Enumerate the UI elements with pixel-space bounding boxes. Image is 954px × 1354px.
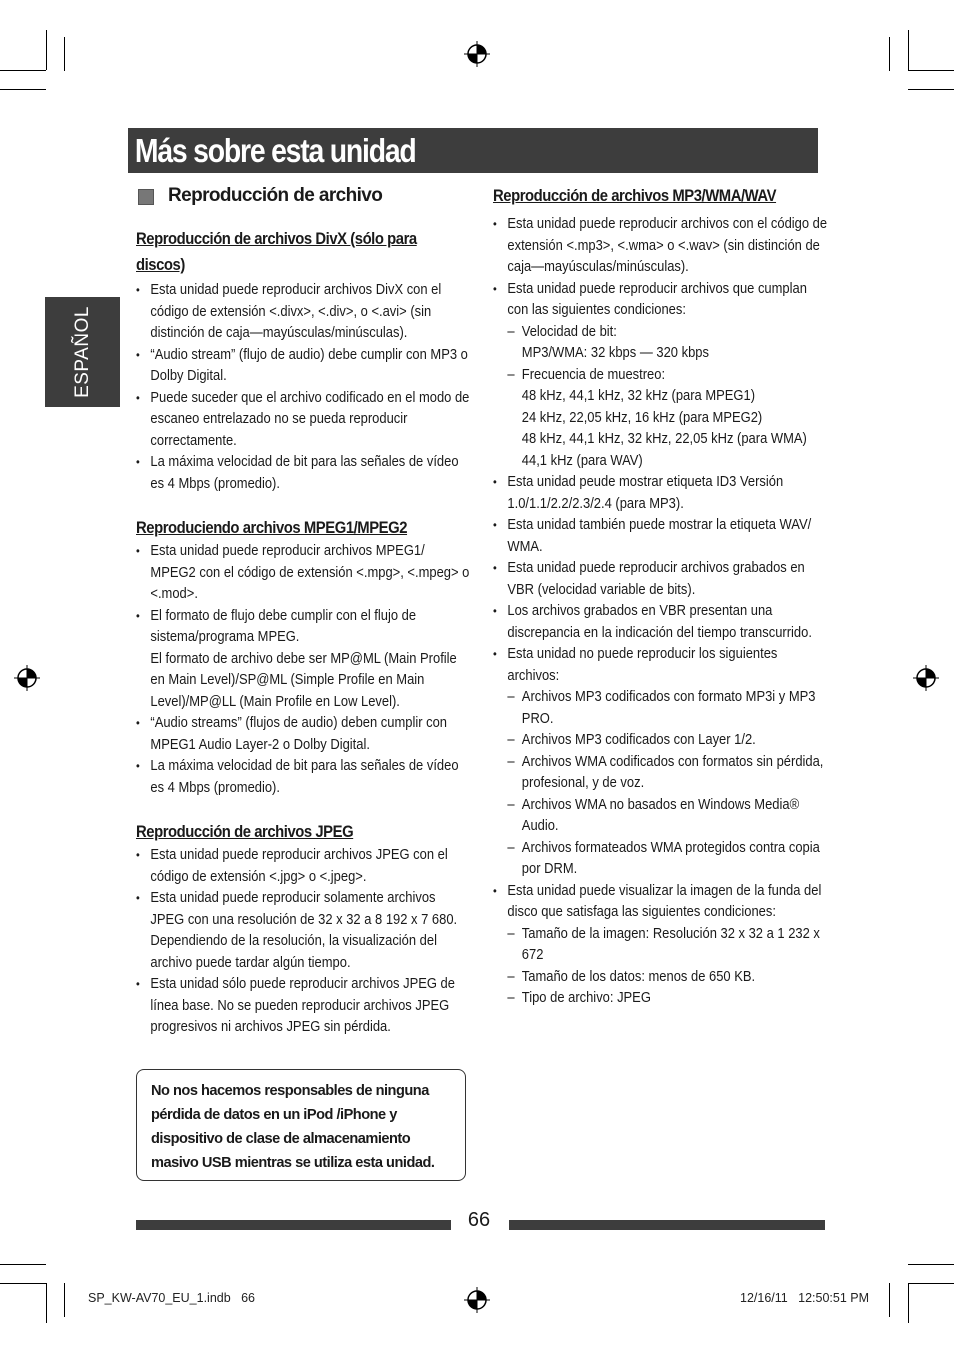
crop-mark — [908, 30, 909, 70]
language-tab-label: ESPAÑOL — [71, 306, 93, 398]
list-item: • La máxima velocidad de bit para las señales de vídeo es 4 Mbps (promedio). — [136, 756, 471, 799]
crop-mark — [889, 37, 890, 71]
sub-list-item: – Frecuencia de muestreo: 48 kHz, 44,1 kHz, 32 kHz (para MPEG1) 24 kHz, 22,05 kHz, 16 kHz (para MPEG2) 48 kHz, 44,1 kHz, 32 kHz, 22,05 kHz (para WMA) 44,1 kHz (para WAV) — [493, 365, 828, 473]
print-date-info: 12/16/11 12:50:51 PM — [740, 1291, 870, 1305]
page-title-bar — [128, 128, 818, 173]
list-item: • Esta unidad puede reproducir archivos MPEG1/ MPEG2 con el código de extensión <.mpg>, <.mpeg> o <.mod>. — [136, 541, 471, 606]
crop-mark — [64, 37, 65, 71]
crop-mark — [0, 1264, 46, 1265]
sub-list-item: – Archivos WMA codificados con formatos sin pérdida, profesional, y de voz. — [493, 752, 828, 795]
crop-mark — [908, 1283, 909, 1323]
crop-mark — [46, 30, 47, 70]
mpeg-heading: Reproduciendo archivos MPEG1/MPEG2 — [136, 519, 408, 537]
registration-mark-icon — [464, 41, 490, 67]
mpeg-list — [136, 541, 471, 799]
list-item: • “Audio stream” (flujo de audio) debe cumplir con MP3 o Dolby Digital. — [136, 345, 471, 388]
list-item: • Esta unidad peude mostrar etiqueta ID3 Versión 1.0/1.1/2.2/2.3/2.4 (para MP3). — [493, 472, 828, 515]
warning-line: pérdida de datos en un iPod /iPhone y — [151, 1107, 397, 1123]
crop-mark — [908, 1283, 954, 1284]
sub-list-item: – Archivos formateados WMA protegidos contra copia por DRM. — [493, 838, 828, 881]
section-heading-text: Reproducción de archivo — [168, 185, 383, 206]
left-column — [136, 180, 471, 1039]
mp3-list — [493, 214, 828, 1010]
list-item: • Esta unidad puede reproducir archivos DivX con el código de extensión <.divx>, <.div>, o <.avi> (sin distinción de caja—mayúsculas/minúsculas). — [136, 280, 471, 345]
language-tab — [45, 297, 120, 407]
crop-mark — [46, 1283, 47, 1323]
divx-heading: Reproducción de archivos DivX (sólo para discos) — [136, 230, 417, 274]
crop-mark — [908, 89, 954, 90]
crop-mark — [889, 1283, 890, 1317]
footer-bar-left — [136, 1220, 451, 1230]
sub-list-item: – Archivos WMA no basados en Windows Media® Audio. — [493, 795, 828, 838]
warning-line: No nos hacemos responsables de ninguna — [151, 1083, 429, 1099]
print-file-info: SP_KW-AV70_EU_1.indb 66 — [88, 1291, 255, 1305]
list-item: • Esta unidad puede reproducir archivos grabados en VBR (velocidad variable de bits). — [493, 558, 828, 601]
crop-mark — [0, 70, 46, 71]
jpeg-list — [136, 845, 471, 1039]
registration-mark-icon — [464, 1287, 490, 1313]
divx-list — [136, 280, 471, 495]
sub-list-item: – Velocidad de bit: MP3/WMA: 32 kbps — 320 kbps — [493, 322, 828, 365]
section-heading — [136, 180, 471, 212]
crop-mark — [908, 70, 954, 71]
crop-mark — [64, 1283, 65, 1317]
list-item: • El formato de flujo debe cumplir con el flujo de sistema/programa MPEG. El formato de archivo debe ser MP@ML (Main Profile en Main Level)/SP@ML (Simple Profile en Main Level)/MP@LL (Main Profile en Low Level). — [136, 606, 471, 714]
list-item: • La máxima velocidad de bit para las señales de vídeo es 4 Mbps (promedio). — [136, 452, 471, 495]
list-item: • Esta unidad puede reproducir archivos JPEG con el código de extensión <.jpg> o <.jpeg>. — [136, 845, 471, 888]
list-item: • Esta unidad puede reproducir archivos con el código de extensión <.mp3>, <.wma> o <.wav> (sin distinción de caja—mayúsculas/minúsculas). — [493, 214, 828, 279]
mp3-heading: Reproducción de archivos MP3/WMA/WAV — [493, 187, 777, 205]
list-item: • Puede suceder que el archivo codificado en el modo de escaneo entrelazado no se pueda reproducir correctamente. — [136, 388, 471, 453]
page-number: 66 — [467, 1209, 491, 1231]
sub-list-item: – Tamaño de los datos: menos de 650 KB. — [493, 967, 828, 989]
crop-mark — [908, 1264, 954, 1265]
warning-line: dispositivo de clase de almacenamiento — [151, 1131, 411, 1147]
sub-list-item: – Archivos MP3 codificados con Layer 1/2. — [493, 730, 828, 752]
footer-bar-right — [509, 1220, 825, 1230]
crop-mark — [0, 1283, 46, 1284]
list-item: • Esta unidad no puede reproducir los siguientes archivos: — [493, 644, 828, 687]
sub-list-item: – Tipo de archivo: JPEG — [493, 988, 828, 1010]
registration-mark-icon — [913, 665, 939, 691]
warning-box — [136, 1069, 466, 1181]
registration-mark-icon — [14, 665, 40, 691]
sub-list-item: – Archivos MP3 codificados con formato MP3i y MP3 PRO. — [493, 687, 828, 730]
list-item: • Esta unidad puede reproducir archivos que cumplan con las siguientes condiciones: — [493, 279, 828, 322]
crop-mark — [0, 89, 46, 90]
sub-list-item: – Tamaño de la imagen: Resolución 32 x 32 a 1 232 x 672 — [493, 924, 828, 967]
square-bullet-icon — [138, 189, 154, 205]
list-item: • “Audio streams” (flujos de audio) deben cumplir con MPEG1 Audio Layer-2 o Dolby Digital. — [136, 713, 471, 756]
warning-line: masivo USB mientras se utiliza esta unidad. — [151, 1155, 435, 1171]
right-column — [493, 180, 828, 1010]
list-item: • Esta unidad sólo puede reproducir archivos JPEG de línea base. No se pueden reproducir archivos JPEG progresivos ni archivos JPEG sin pérdida. — [136, 974, 471, 1039]
page-title: Más sobre esta unidad — [134, 132, 416, 169]
list-item: • Esta unidad también puede mostrar la etiqueta WAV/ WMA. — [493, 515, 828, 558]
list-item: • Esta unidad puede reproducir solamente archivos JPEG con una resolución de 32 x 32 a 8 192 x 7 680. Dependiendo de la resolución, la visualización del archivo puede tardar algún tiempo. — [136, 888, 471, 974]
list-item: • Los archivos grabados en VBR presentan una discrepancia en la indicación del tiempo transcurrido. — [493, 601, 828, 644]
jpeg-heading: Reproducción de archivos JPEG — [136, 823, 354, 841]
list-item: • Esta unidad puede visualizar la imagen de la funda del disco que satisfaga las siguientes condiciones: — [493, 881, 828, 924]
